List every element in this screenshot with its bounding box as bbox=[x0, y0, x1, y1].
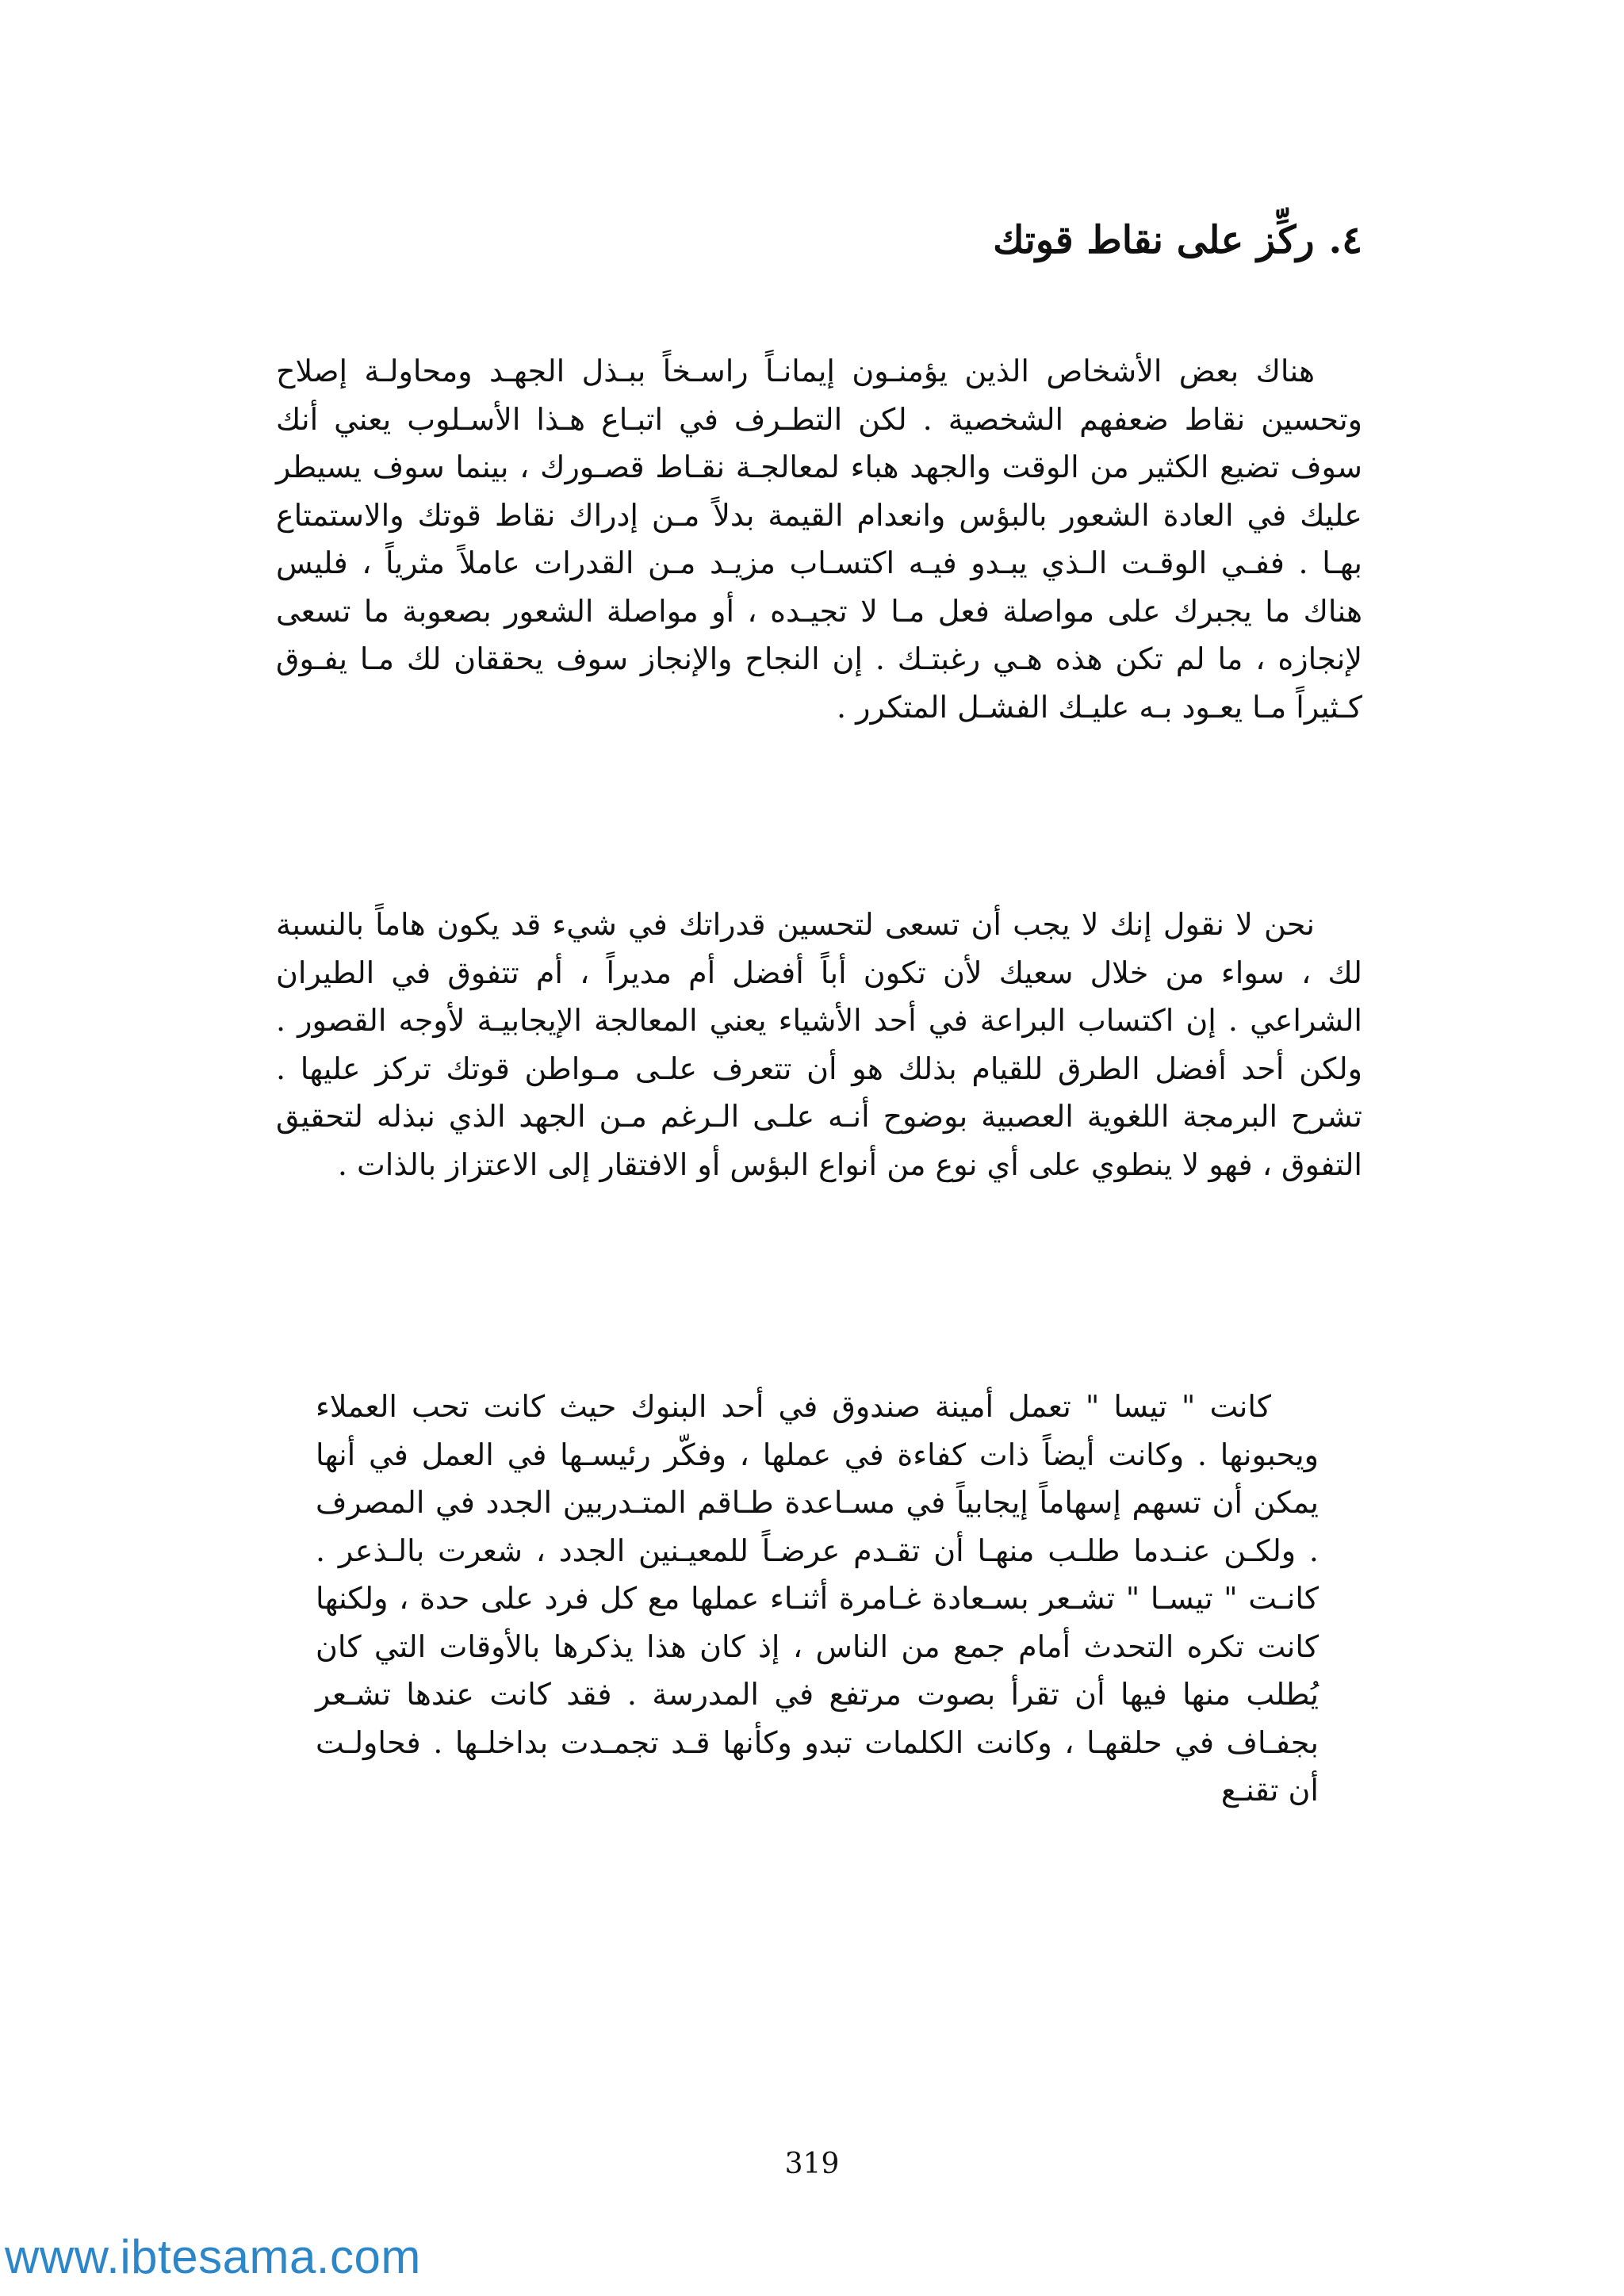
paragraph-second: نحن لا نقول إنك لا يجب أن تسعى لتحسين قدراتك في شيء قد يكون هاماً بالنسبة لك ، سواء من خلال سعيك لأن تكون أباً أفضل أم مديراً ، أم تتفوق في الطيران الشراعي . إن اكتساب البراعة في أحد الأشياء يعني المعالجة الإيجابيـة لأوجه القصور . ولكن أحد أفضل الطرق للقيام بذلك هو أن تتعرف علـى مـواطن قوتك تركز عليها . تشرح البرمجة اللغوية العصبية بوضوح أنـه علـى الـرغم مـن الجهد الذي نبذله لتحقيق التفوق ، فهو لا ينطوي على أي نوع من أنواع البؤس أو الافتقار إلى الاعتزاز بالذات . bbox=[276, 907, 1362, 1182]
section-number: ٤. bbox=[1328, 218, 1362, 262]
section-title: ركِّز على نقاط قوتك bbox=[993, 218, 1315, 262]
paragraph-story-example: كانت " تيسا " تعمل أمينة صندوق في أحد البنوك حيث كانت تحب العملاء ويحبونها . وكانت أيضاً ذات كفاءة في عملها ، وفكّر رئيسـها في العمل في أنها يمكن أن تسهم إسهاماً إيجابياً في مسـاعدة طـاقم المتـدربين الجدد في المصرف . ولكـن عنـدما طلـب منهـا أن تقـدم عرضـاً للمعيـنين الجدد ، شعرت بالـذعر . كانـت " تيسـا " تشـعر بسـعادة غـامرة أثنـاء عملها مع كل فرد على حدة ، ولكنها كانت تكره التحدث أمام جمع من الناس ، إذ كان هذا يذكرها بالأوقات التي كان يُطلب منها فيها أن تقرأ بصوت مرتفع في المدرسة . فقد كانت عندها تشـعر بجفـاف في حلقهـا ، وكانت الكلمات تبدو وكأنها قـد تجمـدت بداخلـها . فحاولـت أن تقنـع bbox=[316, 1389, 1319, 1808]
paragraph-intro: هناك بعض الأشخاص الذين يؤمنـون إيمانـاً راسـخاً ببـذل الجهـد ومحاولـة إصلاح وتحسين نقاط ضعفهم الشخصية . لكن التطـرف في اتبـاع هـذا الأسـلوب يعني أنك سوف تضيع الكثير من الوقت والجهد هباء لمعالجـة نقـاط قصـورك ، بينما سوف يسيطر عليك في العادة الشعور بالبؤس وانعدام القيمة بدلاً مـن إدراك نقاط قوتك والاستمتاع بهـا . ففـي الوقـت الـذي يبـدو فيـه اكتسـاب مزيـد مـن القدرات عاملاً مثرياً ، فليس هناك ما يجبرك على مواصلة فعل مـا لا تجيـده ، أو مواصلة الشعور بصعوبة ما تسعى لإنجازه ، ما لم تكن هذه هـي رغبتـك . إن النجاح والإنجاز سوف يحققان لك مـا يفـوق كـثيراً مـا يعـود بـه عليـك الفشـل المتكرر . bbox=[276, 354, 1362, 725]
site-watermark: www.ibtesama.com bbox=[5, 2230, 421, 2283]
page-number: 319 bbox=[784, 2148, 840, 2180]
section-heading bbox=[649, 212, 1362, 268]
